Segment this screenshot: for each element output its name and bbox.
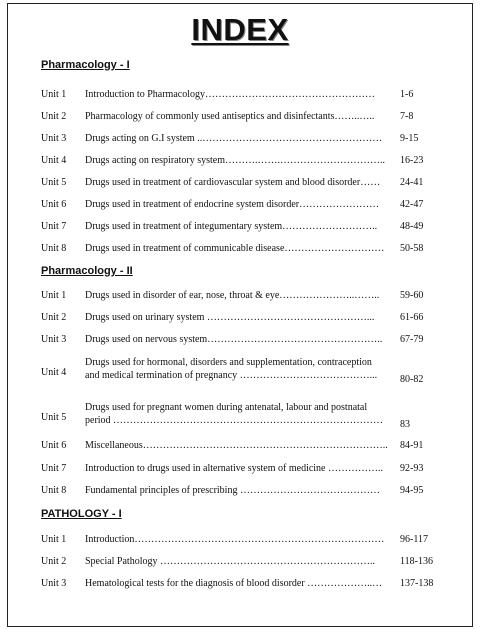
unit-number: Unit 4: [41, 367, 67, 378]
unit-number: Unit 7: [41, 221, 67, 232]
unit-title: Drugs acting on respiratory system……….…….…………………………..: [85, 155, 385, 166]
page-range: 92-93: [400, 463, 424, 474]
unit-number: Unit 1: [41, 534, 67, 545]
unit-number: Unit 3: [41, 133, 67, 144]
index-row: [41, 356, 461, 386]
index-page: [7, 3, 473, 627]
unit-number: Unit 5: [41, 412, 67, 423]
unit-number: Unit 4: [41, 155, 67, 166]
unit-number: Unit 3: [41, 578, 67, 589]
unit-title: Pharmacology of commonly used antiseptics and disinfectants……..…..: [85, 111, 375, 122]
unit-number: Unit 3: [41, 334, 67, 345]
unit-number: Unit 5: [41, 177, 67, 188]
page-range: 67-79: [400, 334, 424, 345]
unit-title: Special Pathology ………………………………………………………..: [85, 556, 375, 567]
unit-number: Unit 6: [41, 199, 67, 210]
page-range: 42-47: [400, 199, 424, 210]
page-range: 59-60: [400, 290, 424, 301]
page-range: 48-49: [400, 221, 424, 232]
page-range: 80-82: [400, 374, 424, 385]
page-range: 50-58: [400, 243, 424, 254]
unit-number: Unit 1: [41, 89, 67, 100]
section-heading: Pharmacology - I: [41, 59, 130, 71]
unit-title: Drugs used in treatment of integumentary system………………………..: [85, 221, 378, 232]
unit-number: Unit 8: [41, 243, 67, 254]
page-range: 96-117: [400, 534, 428, 545]
page-range: 16-23: [400, 155, 424, 166]
page-range: 137-138: [400, 578, 434, 589]
unit-number: Unit 2: [41, 111, 67, 122]
page-range: 9-15: [400, 133, 419, 144]
unit-title: Drugs used for hormonal, disorders and supplementation, contraception: [85, 357, 372, 368]
unit-title: Drugs used for pregnant women during antenatal, labour and postnatal: [85, 402, 368, 413]
unit-title-continued: and medical termination of pregnancy …………………………………...: [85, 370, 378, 381]
unit-title: Drugs used in disorder of ear, nose, throat & eye…………………..……..: [85, 290, 380, 301]
unit-title: Miscellaneous………………………………………………………………..: [85, 440, 388, 451]
page-range: 24-41: [400, 177, 424, 188]
index-row: [41, 401, 461, 431]
unit-title: Drugs used in treatment of cardiovascular system and blood disorder……: [85, 177, 381, 188]
page-range: 61-66: [400, 312, 424, 323]
unit-number: Unit 2: [41, 312, 67, 323]
unit-title: Introduction…………………………………………………………………: [85, 534, 385, 545]
unit-title-continued: period ………………………………………………………………………: [85, 415, 384, 426]
page-range: 94-95: [400, 485, 424, 496]
unit-number: Unit 7: [41, 463, 67, 474]
section-heading: Pharmacology - II: [41, 265, 133, 277]
unit-number: Unit 2: [41, 556, 67, 567]
unit-number: Unit 1: [41, 290, 67, 301]
unit-number: Unit 6: [41, 440, 67, 451]
page-range: 84-91: [400, 440, 424, 451]
page-range: 83: [400, 419, 410, 430]
unit-number: Unit 8: [41, 485, 67, 496]
unit-title: Drugs used in treatment of endocrine system disorder……………………: [85, 199, 380, 210]
page-range: 118-136: [400, 556, 433, 567]
unit-title: Hematological tests for the diagnosis of blood disorder ………………..…: [85, 578, 383, 589]
unit-title: Drugs used in treatment of communicable disease…………………………: [85, 243, 385, 254]
unit-title: Introduction to Pharmacology……………………………………………: [85, 89, 375, 100]
unit-title: Drugs acting on G.I system ..………………………………………………: [85, 133, 383, 144]
unit-title: Introduction to drugs used in alternative system of medicine ……………..: [85, 463, 383, 474]
unit-title: Fundamental principles of prescribing ……………………………………: [85, 485, 380, 496]
page-range: 7-8: [400, 111, 414, 122]
unit-title: Drugs used on nervous system……………………………………………..: [85, 334, 383, 345]
page-range: 1-6: [400, 89, 414, 100]
page-title: INDEX: [191, 12, 289, 47]
unit-title: Drugs used on urinary system …………………………………………...: [85, 312, 375, 323]
section-heading: PATHOLOGY - I: [41, 508, 122, 520]
